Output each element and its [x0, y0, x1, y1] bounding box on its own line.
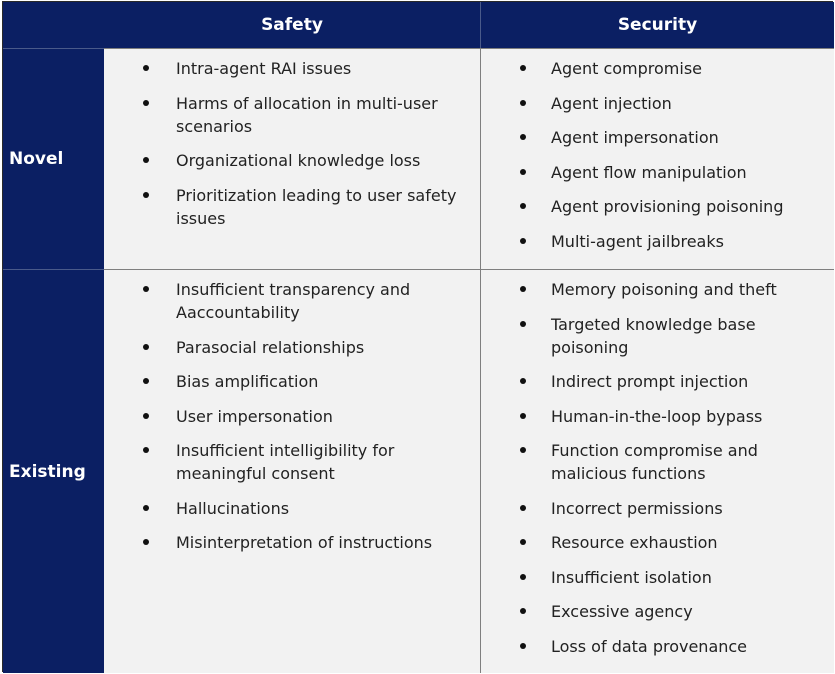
- list-item: Resource exhaustion: [511, 531, 824, 554]
- list-item: Misinterpretation of instructions: [134, 531, 470, 554]
- list-item: Excessive agency: [511, 600, 824, 623]
- existing-safety-cell: [104, 269, 481, 673]
- novel-safety-list: [134, 57, 470, 230]
- list-item: Bias amplification: [134, 370, 470, 393]
- list-item: Memory poisoning and theft: [511, 278, 824, 301]
- list-item: Loss of data provenance: [511, 635, 824, 658]
- list-item: User impersonation: [134, 405, 470, 428]
- novel-security-list: [511, 57, 824, 253]
- list-item: Human-in-the-loop bypass: [511, 405, 824, 428]
- list-item: Hallucinations: [134, 497, 470, 520]
- list-item: Agent compromise: [511, 57, 824, 80]
- list-item: Incorrect permissions: [511, 497, 824, 520]
- list-item: Intra-agent RAI issues: [134, 57, 470, 80]
- row-header-existing: Existing: [3, 269, 104, 673]
- existing-security-list: [511, 278, 824, 658]
- list-item: Multi-agent jailbreaks: [511, 230, 824, 253]
- list-item: Insufficient intelligibility for meaningful consent: [134, 439, 470, 485]
- list-item: Harms of allocation in multi-user scenarios: [134, 92, 470, 138]
- row-header-novel: Novel: [3, 48, 104, 269]
- list-item: Targeted knowledge base poisoning: [511, 313, 824, 359]
- list-item: Agent flow manipulation: [511, 161, 824, 184]
- list-item: Agent injection: [511, 92, 824, 115]
- list-item: Prioritization leading to user safety issues: [134, 184, 470, 230]
- list-item: Insufficient isolation: [511, 566, 824, 589]
- list-item: Agent impersonation: [511, 126, 824, 149]
- novel-safety-cell: [104, 48, 481, 269]
- list-item: Organizational knowledge loss: [134, 149, 470, 172]
- list-item: Insufficient transparency and Aaccountability: [134, 278, 470, 324]
- list-item: Agent provisioning poisoning: [511, 195, 824, 218]
- existing-safety-list: [134, 278, 470, 554]
- list-item: Parasocial relationships: [134, 336, 470, 359]
- column-header-security: Security: [481, 2, 834, 48]
- column-header-safety: Safety: [104, 2, 481, 48]
- safety-security-table: [2, 1, 833, 672]
- list-item: Indirect prompt injection: [511, 370, 824, 393]
- corner-cell: [3, 2, 104, 48]
- list-item: Function compromise and malicious functions: [511, 439, 824, 485]
- existing-security-cell: [481, 269, 834, 673]
- novel-security-cell: [481, 48, 834, 269]
